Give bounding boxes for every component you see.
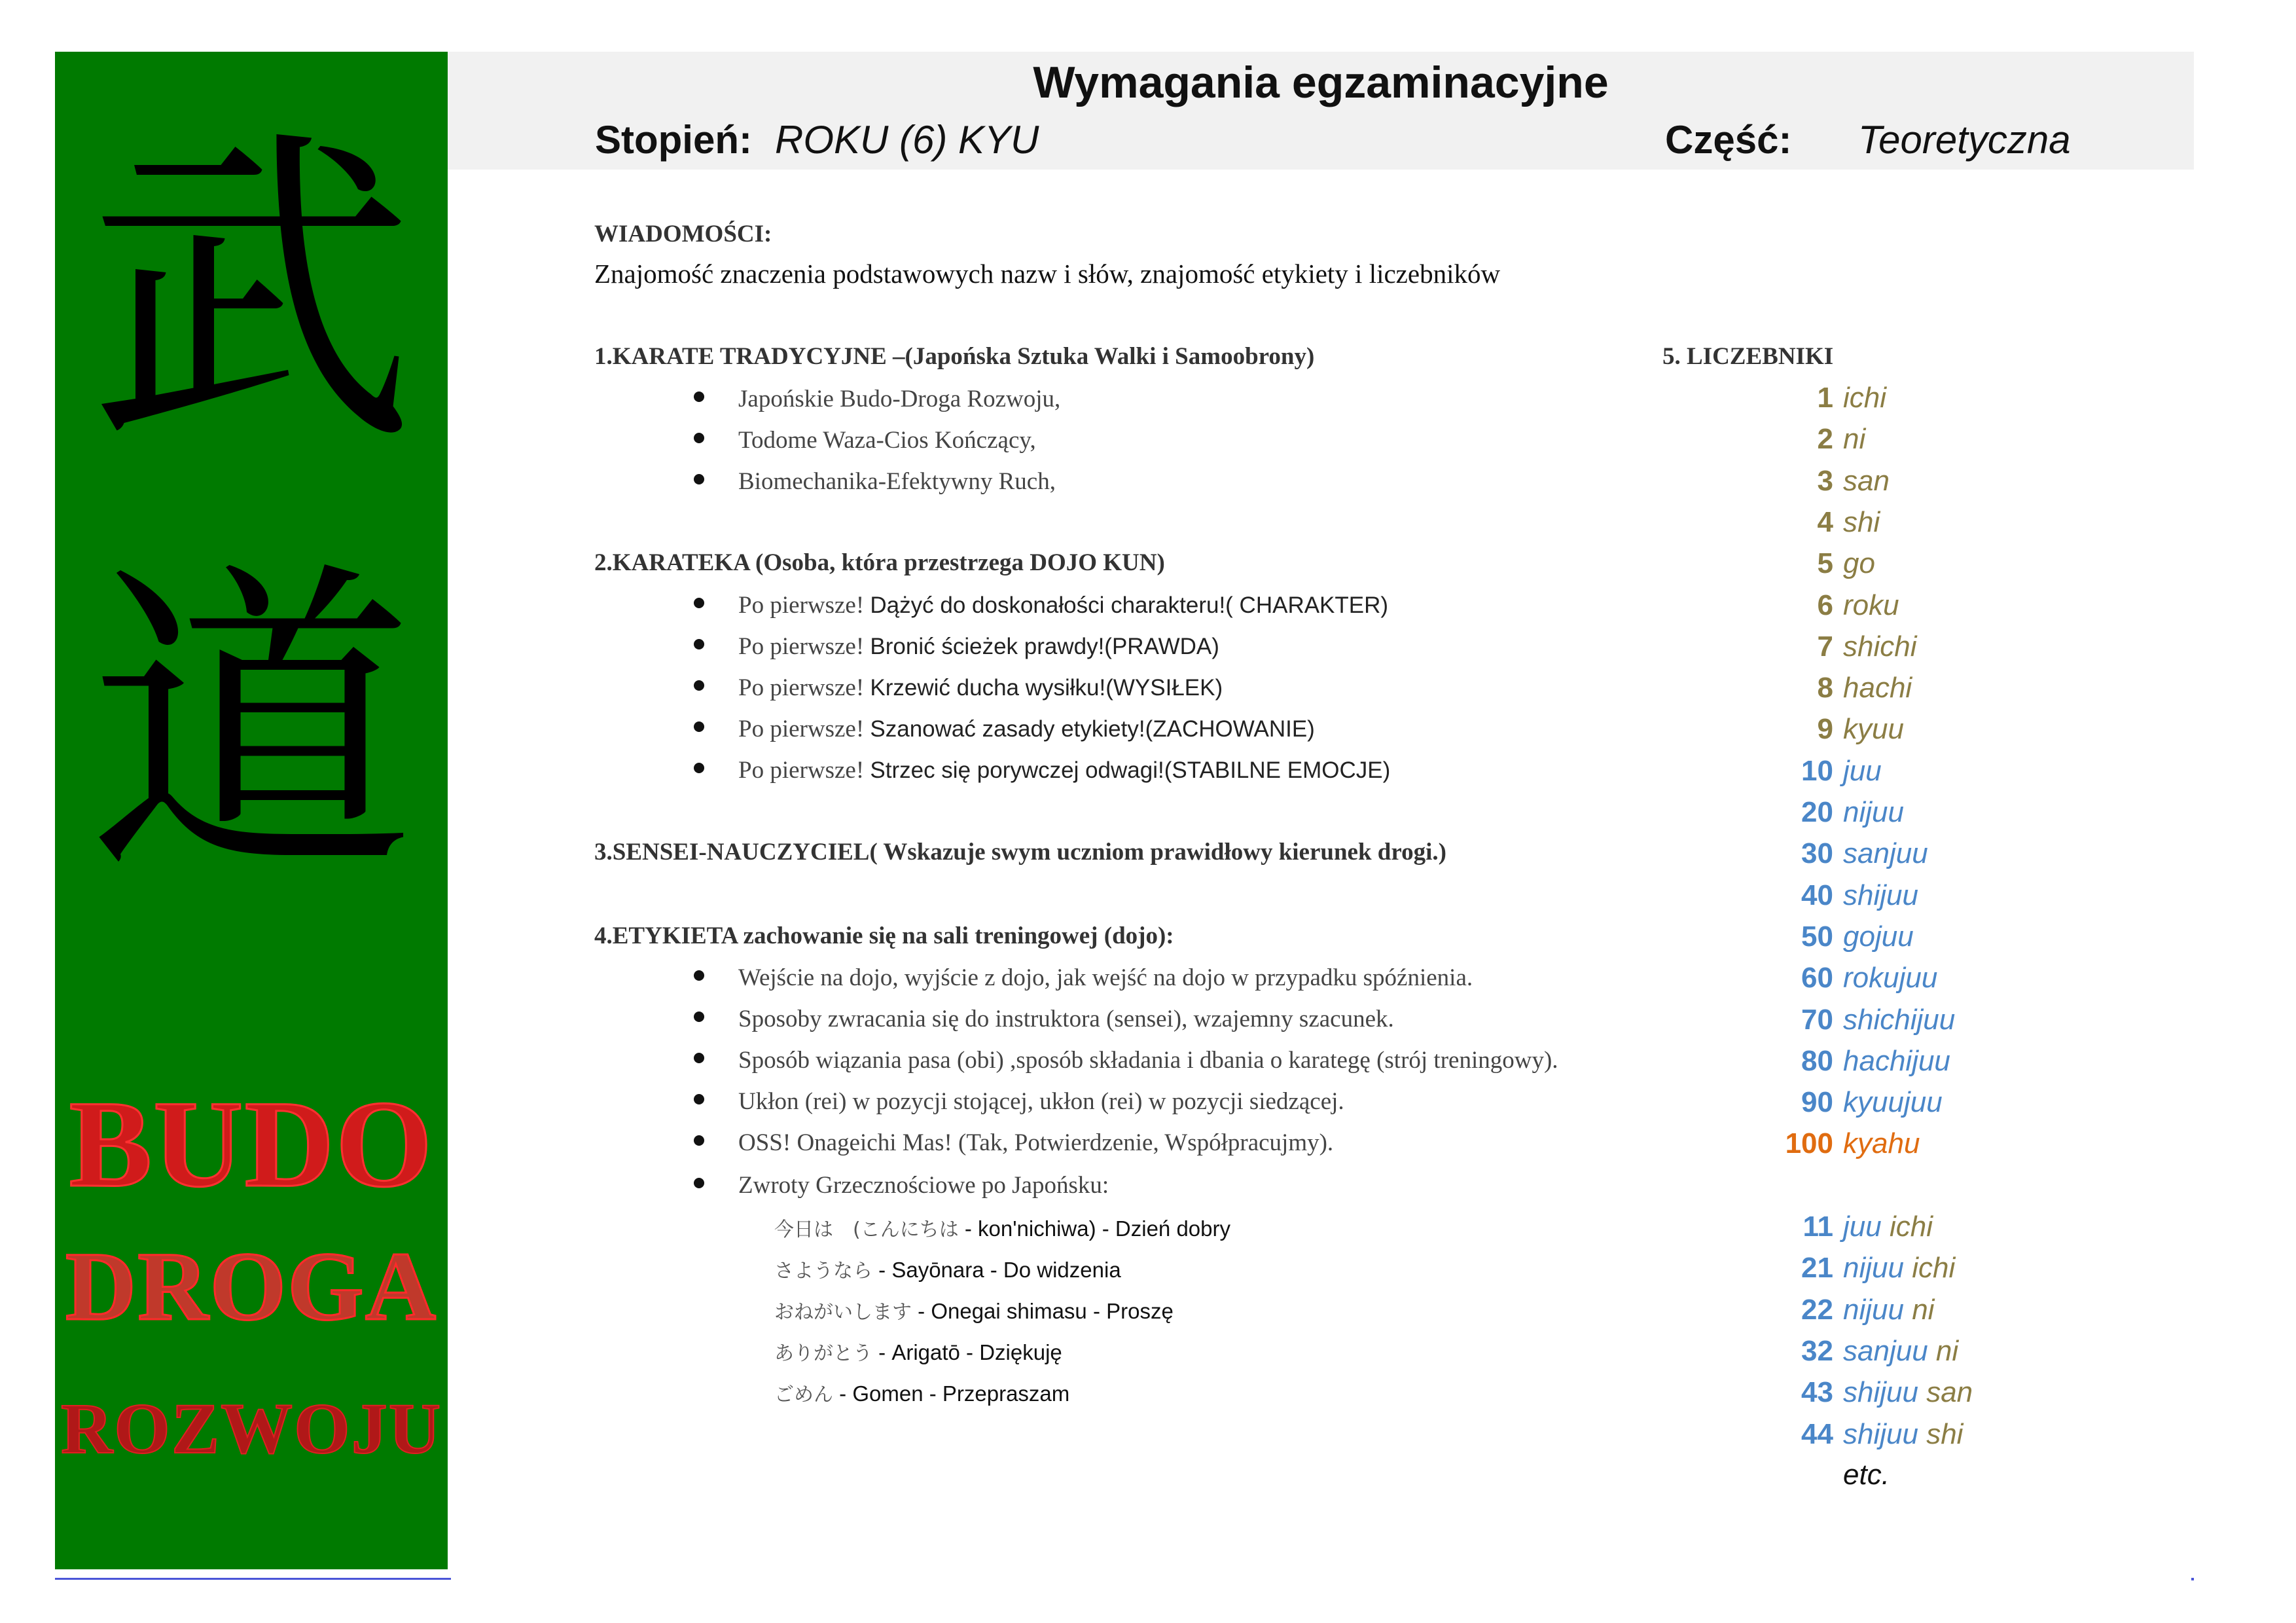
part-label: Część: — [1665, 118, 1792, 162]
item-text: Szanować zasady etykiety!(ZACHOWANIE) — [870, 716, 1315, 742]
numeral-word — [1843, 1004, 1955, 1036]
numeral-word-part: shichi — [1843, 630, 1917, 663]
part-value: Teoretyczna — [1858, 118, 2071, 162]
list-item: Todome Waza-Cios Kończący, — [738, 427, 1036, 454]
numeral-word — [1843, 1335, 1958, 1368]
bullet-icon — [694, 680, 704, 691]
sidebar-banner — [55, 52, 448, 1569]
numeral-word-part: kyahu — [1843, 1127, 1920, 1159]
phrase-text: - Onegai shimasu - Proszę — [912, 1299, 1174, 1323]
numeral-word — [1843, 465, 1890, 498]
kanji-bu: 武 — [88, 103, 415, 484]
numeral-value: 5 — [1817, 547, 1833, 579]
numeral-word-part: nijuu — [1843, 796, 1904, 828]
numeral-value: 70 — [1801, 1004, 1833, 1036]
numeral-value: 21 — [1801, 1252, 1833, 1284]
phrase-japanese: ありがとう — [774, 1342, 872, 1365]
numeral-word-part: gojuu — [1843, 921, 1914, 953]
phrase-item — [774, 1337, 1062, 1366]
footer-rule — [55, 1578, 451, 1580]
list-item — [738, 715, 1315, 743]
numeral-value: 22 — [1801, 1294, 1833, 1326]
numeral-value: 32 — [1801, 1335, 1833, 1367]
item-prefix: Po pierwsze! — [738, 674, 865, 701]
numeral-value: 11 — [1803, 1211, 1833, 1243]
numeral-value: 8 — [1817, 672, 1833, 704]
numeral-word-part: ichi — [1843, 382, 1887, 414]
section-5-heading: 5. LICZEBNIKI — [1662, 343, 1834, 370]
numeral-word — [1843, 837, 1928, 870]
numeral-word-part: shichijuu — [1843, 1004, 1956, 1036]
numeral-word-part: kyuu — [1843, 713, 1904, 745]
numeral-value: 30 — [1801, 837, 1833, 869]
numeral-value: 20 — [1801, 796, 1833, 828]
list-item: Zwroty Grzecznościowe po Japońsku: — [738, 1172, 1109, 1199]
numeral-word-part: san — [1843, 465, 1890, 497]
numeral-word-part: shijuu — [1843, 1418, 1918, 1450]
bullet-icon — [694, 598, 704, 608]
numeral-value: 50 — [1801, 921, 1833, 953]
numeral-word-part: nijuu — [1843, 1252, 1904, 1284]
numeral-value: 40 — [1801, 879, 1833, 911]
item-text: Bronić ścieżek prawdy!(PRAWDA) — [870, 634, 1219, 659]
list-item: Sposób wiązania pasa (obi) ,sposób składania i dbania o karategę (strój treningowy). — [738, 1047, 1558, 1074]
numeral-word-part: sanjuu — [1843, 1335, 1928, 1367]
phrase-text: - Sayōnara - Do widzenia — [872, 1258, 1121, 1282]
numeral-word-part: ni — [1843, 423, 1866, 455]
phrase-japanese: おねがいします — [774, 1301, 912, 1324]
numeral-word-part: go — [1843, 547, 1875, 579]
numeral-word — [1843, 630, 1917, 663]
numeral-value: 1 — [1817, 382, 1833, 414]
numeral-word-part: juu — [1843, 755, 1882, 787]
item-text: Strzec się porywczej odwagi!(STABILNE EMOCJE) — [870, 757, 1391, 783]
bullet-icon — [694, 1012, 704, 1022]
numeral-word — [1843, 547, 1875, 580]
item-text: Krzewić ducha wysiłku!(WYSIŁEK) — [870, 675, 1223, 701]
bullet-icon — [694, 970, 704, 981]
numeral-word — [1843, 1086, 1943, 1119]
numeral-word — [1843, 589, 1899, 622]
numeral-word — [1843, 672, 1912, 704]
numeral-word — [1843, 1045, 1950, 1078]
rozwoju-word: ROZWOJU — [60, 1389, 442, 1468]
intro-text: Znajomość znaczenia podstawowych nazw i słów, znajomość etykiety i liczebników — [594, 259, 1501, 289]
numeral-value: 44 — [1801, 1418, 1833, 1450]
section-3-heading: 3.SENSEI-NAUCZYCIEL( Wskazuje swym uczniom prawidłowy kierunek drogi.) — [594, 839, 1446, 866]
grade-value: ROKU (6) KYU — [775, 118, 1039, 162]
numeral-word — [1843, 713, 1904, 746]
numeral-value: 7 — [1817, 630, 1833, 663]
numeral-word-part: ichi — [1912, 1252, 1956, 1284]
numeral-word-part: san — [1926, 1376, 1973, 1408]
section-1-heading: 1.KARATE TRADYCYJNE –(Japońska Sztuka Walki i Samoobrony) — [594, 343, 1315, 370]
budo-word: BUDO — [69, 1076, 434, 1213]
list-item — [738, 591, 1388, 619]
intro-heading: WIADOMOŚCI: — [594, 221, 772, 247]
numeral-word — [1843, 1127, 1920, 1160]
numeral-word-part: juu — [1843, 1211, 1882, 1243]
numeral-value: 80 — [1801, 1045, 1833, 1077]
section-2-heading: 2.KARATEKA (Osoba, która przestrzega DOJO KUN) — [594, 549, 1165, 576]
list-item: Sposoby zwracania się do instruktora (sensei), wzajemny szacunek. — [738, 1006, 1394, 1032]
phrase-text: - Arigatō - Dziękuję — [872, 1340, 1062, 1364]
list-item: Japońskie Budo-Droga Rozwoju, — [738, 386, 1061, 412]
numeral-word — [1843, 1418, 1963, 1451]
numeral-word — [1843, 1376, 1973, 1409]
numeral-word-part: ichi — [1889, 1211, 1933, 1243]
bullet-icon — [694, 433, 704, 443]
numeral-word — [1843, 962, 1937, 994]
bullet-icon — [694, 763, 704, 773]
bullet-icon — [694, 639, 704, 649]
bullet-icon — [694, 1178, 704, 1188]
numeral-word-part: ni — [1935, 1335, 1959, 1367]
numeral-word-part: shijuu — [1843, 879, 1918, 911]
grade-label: Stopień: — [595, 118, 752, 162]
etc-text: etc. — [1843, 1459, 1890, 1491]
numeral-word-part: sanjuu — [1843, 837, 1928, 869]
numeral-word — [1843, 796, 1904, 829]
numeral-word-part: nijuu — [1843, 1294, 1904, 1326]
phrase-japanese: さようなら — [774, 1260, 872, 1283]
numeral-value: 9 — [1817, 713, 1833, 745]
list-item: Wejście na dojo, wyjście z dojo, jak wejść na dojo w przypadku spóźnienia. — [738, 964, 1473, 991]
numeral-word — [1843, 879, 1918, 912]
list-item — [738, 632, 1219, 661]
numeral-value: 43 — [1801, 1376, 1833, 1408]
phrase-item — [774, 1296, 1174, 1324]
phrase-item — [774, 1254, 1121, 1283]
page-title: Wymagania egzaminacyjne — [1033, 58, 1609, 107]
numeral-word — [1843, 1294, 1934, 1326]
header-band — [448, 52, 2194, 170]
numeral-word — [1843, 423, 1865, 456]
bullet-icon — [694, 1135, 704, 1146]
bullet-icon — [694, 1053, 704, 1063]
numeral-value: 60 — [1801, 962, 1833, 994]
list-item: Biomechanika-Efektywny Ruch, — [738, 468, 1056, 495]
numeral-value: 10 — [1801, 755, 1833, 787]
numeral-value: 4 — [1817, 506, 1833, 538]
list-item — [738, 674, 1223, 702]
bullet-icon — [694, 392, 704, 402]
phrase-item — [774, 1378, 1069, 1407]
item-prefix: Po pierwsze! — [738, 633, 865, 660]
numeral-value: 6 — [1817, 589, 1833, 621]
droga-word: DROGA — [65, 1232, 438, 1341]
numeral-word — [1843, 382, 1886, 414]
list-item: OSS! Onageichi Mas! (Tak, Potwierdzenie, Współpracujmy). — [738, 1129, 1334, 1156]
bullet-icon — [694, 1094, 704, 1104]
phrase-text: - kon'nichiwa) - Dzień dobry — [958, 1216, 1231, 1241]
phrase-japanese: ごめん — [774, 1383, 833, 1406]
numeral-word-part: shi — [1843, 506, 1880, 538]
numeral-value: 100 — [1785, 1127, 1833, 1159]
numeral-word-part: roku — [1843, 589, 1899, 621]
numeral-word — [1843, 755, 1882, 788]
item-text: Dążyć do doskonałości charakteru!( CHARAKTER) — [870, 593, 1389, 618]
numeral-word — [1843, 921, 1914, 953]
numeral-word — [1843, 1252, 1955, 1285]
numeral-word-part: hachijuu — [1843, 1045, 1950, 1077]
item-prefix: Po pierwsze! — [738, 757, 865, 784]
numeral-value: 2 — [1817, 423, 1833, 455]
numeral-word-part: hachi — [1843, 672, 1912, 704]
item-prefix: Po pierwsze! — [738, 716, 865, 742]
list-item: Ukłon (rei) w pozycji stojącej, ukłon (rei) w pozycji siedzącej. — [738, 1088, 1344, 1115]
numeral-word-part: kyuujuu — [1843, 1086, 1943, 1118]
numeral-word — [1843, 506, 1880, 539]
numeral-word — [1843, 1211, 1933, 1243]
bullet-icon — [694, 474, 704, 484]
list-item — [738, 756, 1390, 784]
item-prefix: Po pierwsze! — [738, 592, 865, 619]
phrase-item — [774, 1213, 1230, 1242]
phrase-japanese: 今日は (こんにちは — [774, 1218, 959, 1241]
numeral-value: 3 — [1817, 465, 1833, 497]
phrase-text: - Gomen - Przepraszam — [833, 1381, 1070, 1406]
section-4-heading: 4.ETYKIETA zachowanie się na sali treningowej (dojo): — [594, 922, 1174, 949]
numeral-value: 90 — [1801, 1086, 1833, 1118]
numeral-word-part: shi — [1926, 1418, 1964, 1450]
numeral-word-part: shijuu — [1843, 1376, 1918, 1408]
kanji-do: 道 — [88, 536, 415, 917]
numeral-word-part: ni — [1912, 1294, 1935, 1326]
numeral-word-part: rokujuu — [1843, 962, 1938, 994]
bullet-icon — [694, 721, 704, 732]
corner-mark-bottom — [2191, 1578, 2194, 1580]
